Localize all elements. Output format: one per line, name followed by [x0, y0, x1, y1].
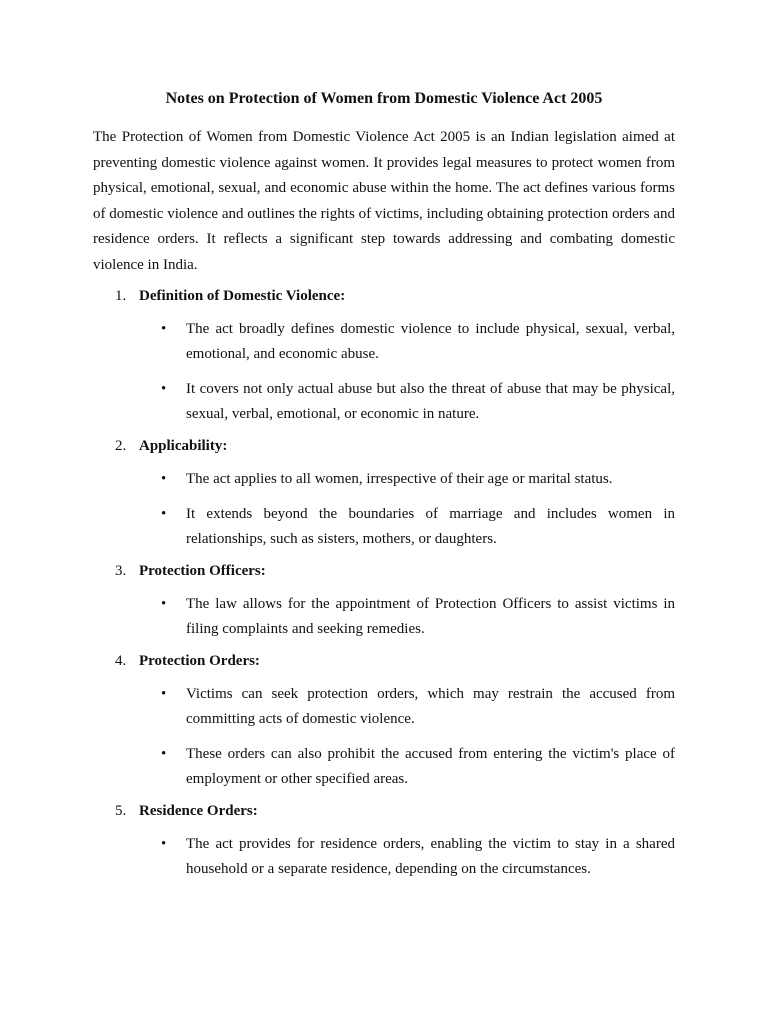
bullet-item	[93, 682, 675, 732]
bullet-dot-icon: •	[161, 506, 167, 522]
section-item	[93, 650, 675, 792]
bullet-text: Victims can seek protection orders, which may restrain the accused from committing acts of domestic violence.	[186, 686, 675, 727]
bullet-dot-icon: •	[161, 746, 167, 762]
intro-paragraph: The Protection of Women from Domestic Violence Act 2005 is an Indian legislation aimed at preventing domestic violence against women. It provides legal measures to protect women from physical, emotional, sexual, and economic abuse within the home. The act defines various forms of domestic violence and outlines the rights of victims, including obtaining protection orders and residence orders. It reflects a significant step towards addressing and combating domestic violence in India.	[93, 129, 675, 273]
section-number: 5.	[115, 803, 127, 819]
section-title: Protection Officers:	[139, 563, 266, 579]
bullet-item	[93, 502, 675, 552]
section-heading	[93, 435, 675, 457]
bullet-text: The act broadly defines domestic violence to include physical, sexual, verbal, emotional, and economic abuse.	[186, 321, 675, 362]
bullet-dot-icon: •	[161, 381, 167, 397]
section-number: 2.	[115, 438, 127, 454]
bullet-dot-icon: •	[161, 686, 167, 702]
section-heading	[93, 800, 675, 822]
bullet-text: It covers not only actual abuse but also the threat of abuse that may be physical, sexual, verbal, emotional, or economic in nature.	[186, 381, 675, 422]
bullet-dot-icon: •	[161, 596, 167, 612]
bullet-item	[93, 467, 675, 492]
section-item	[93, 800, 675, 882]
section-item	[93, 435, 675, 552]
bullet-item	[93, 317, 675, 367]
section-number: 4.	[115, 653, 127, 669]
bullet-text: The act provides for residence orders, enabling the victim to stay in a shared household or a separate residence, depending on the circumstances.	[186, 836, 675, 877]
bullet-text: It extends beyond the boundaries of marriage and includes women in relationships, such as sisters, mothers, or daughters.	[186, 506, 675, 547]
bullet-dot-icon: •	[161, 836, 167, 852]
section-item	[93, 285, 675, 427]
bullet-item	[93, 832, 675, 882]
bullet-item	[93, 377, 675, 427]
section-item	[93, 560, 675, 642]
section-heading	[93, 560, 675, 582]
bullet-list	[93, 592, 675, 642]
bullet-list	[93, 832, 675, 882]
document-title: Notes on Protection of Women from Domestic Violence Act 2005	[165, 90, 603, 107]
section-heading	[93, 285, 675, 307]
section-title: Protection Orders:	[139, 653, 260, 669]
bullet-item	[93, 592, 675, 642]
bullet-text: The law allows for the appointment of Protection Officers to assist victims in filing complaints and seeking remedies.	[186, 596, 675, 637]
sections-list	[93, 285, 675, 890]
section-number: 3.	[115, 563, 127, 579]
bullet-list	[93, 317, 675, 427]
bullet-dot-icon: •	[161, 321, 167, 337]
bullet-dot-icon: •	[161, 471, 167, 487]
section-heading	[93, 650, 675, 672]
bullet-text: These orders can also prohibit the accused from entering the victim's place of employment or other specified areas.	[186, 746, 675, 787]
section-title: Applicability:	[139, 438, 228, 454]
bullet-list	[93, 467, 675, 552]
bullet-list	[93, 682, 675, 792]
bullet-text: The act applies to all women, irrespective of their age or marital status.	[186, 471, 613, 487]
section-number: 1.	[115, 288, 127, 304]
bullet-item	[93, 742, 675, 792]
section-title: Residence Orders:	[139, 803, 258, 819]
section-title: Definition of Domestic Violence:	[139, 288, 346, 304]
